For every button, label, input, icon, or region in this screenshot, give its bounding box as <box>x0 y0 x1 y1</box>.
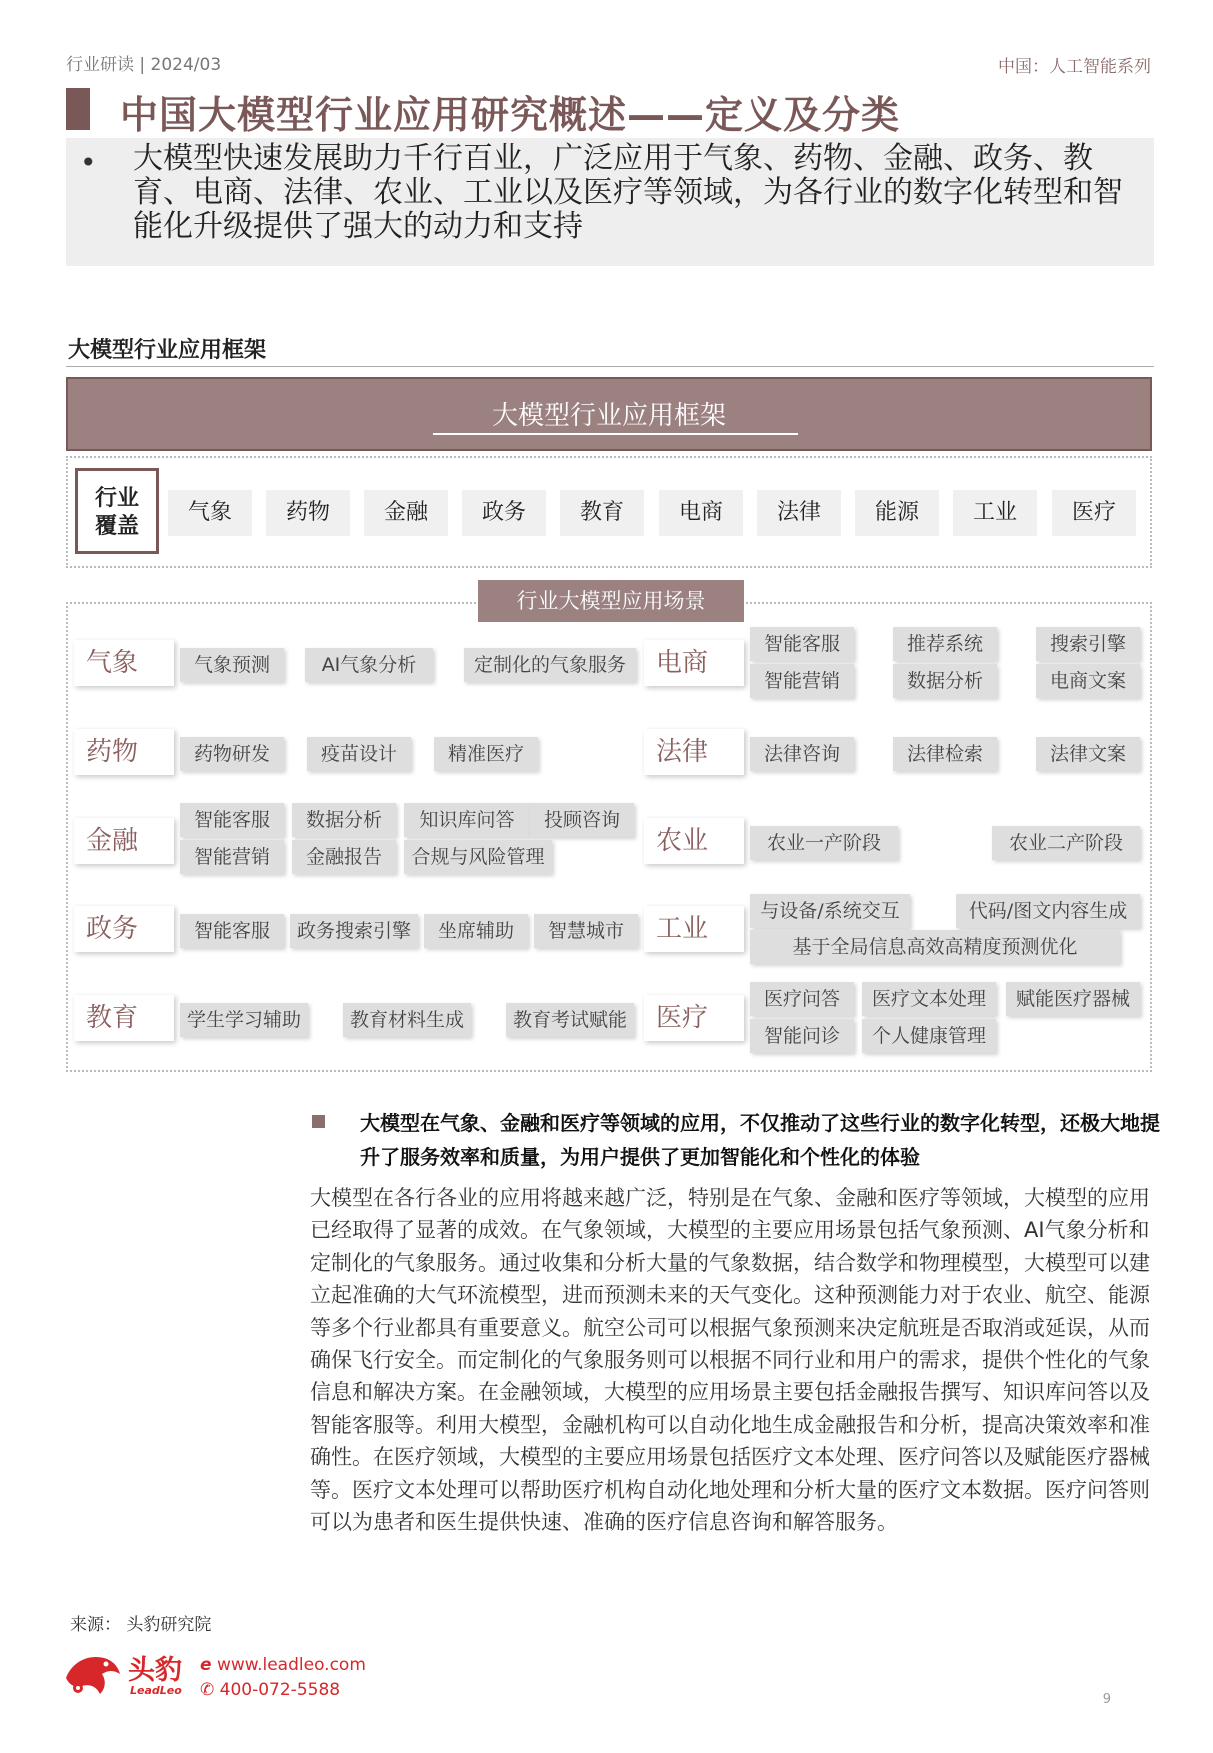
section-label: 大模型行业应用框架 <box>68 338 267 363</box>
logo-english-name: LeadLeo <box>130 1684 182 1697</box>
industry-chip: 药物 <box>266 490 350 536</box>
scene-tag: 推荐系统 <box>893 627 997 661</box>
scene-tag: 金融报告 <box>292 840 396 874</box>
scene-tag: 数据分析 <box>893 664 997 698</box>
logo-chinese-name: 头豹 <box>128 1655 182 1686</box>
scene-category: 工业 <box>644 906 744 952</box>
scene-category: 金融 <box>74 818 174 864</box>
scene-tag: AI气象分析 <box>305 648 433 682</box>
industry-chip: 工业 <box>953 490 1037 536</box>
scene-tag: 电商文案 <box>1036 664 1140 698</box>
industry-coverage-head <box>75 468 159 554</box>
title-accent-bar <box>66 88 90 130</box>
scene-tag: 赋能医疗器械 <box>1006 982 1140 1016</box>
scene-tag: 教育材料生成 <box>343 1003 471 1037</box>
scene-category: 药物 <box>74 729 174 775</box>
scene-tag: 智能客服 <box>180 803 284 837</box>
scene-tag: 农业一产阶段 <box>750 826 898 860</box>
scene-tag: 教育考试赋能 <box>506 1003 634 1037</box>
scene-tag: 法律检索 <box>893 737 997 771</box>
scene-tag: 农业二产阶段 <box>992 826 1140 860</box>
scene-category: 气象 <box>74 640 174 686</box>
industry-chip: 法律 <box>757 490 841 536</box>
industry-chip: 医疗 <box>1052 490 1136 536</box>
scene-tag: 坐席辅助 <box>424 914 528 948</box>
scene-tag: 疫苗设计 <box>307 737 411 771</box>
bullet-icon: • <box>80 146 97 179</box>
industry-chip: 金融 <box>364 490 448 536</box>
industry-chip: 电商 <box>659 490 743 536</box>
scene-tag: 个人健康管理 <box>862 1019 996 1053</box>
scene-tag: 药物研发 <box>180 737 284 771</box>
phone-text: 400-072-5588 <box>219 1680 341 1700</box>
scene-tag: 智慧城市 <box>534 914 638 948</box>
industry-chip: 教育 <box>560 490 644 536</box>
scene-category: 政务 <box>74 906 174 952</box>
scene-tag: 智能营销 <box>180 840 284 874</box>
body-paragraph: 大模型在各行各业的应用将越来越广泛，特别是在气象、金融和医疗等领域，大模型的应用已经取得了显著的成效。在气象领域，大模型的主要应用场景包括气象预测、AI气象分析和定制化的气象服务。通过收集和分析大量的气象数据，结合数学和物理模型，大模型可以建立起准确的大气环流模型，进而预测未来的天气变化。这种预测能力对于农业、航空、能源等多个行业都具有重要意义。航空公司可以根据气象预测来决定航班是否取消或延误，从而确保飞行安全。而定制化的气象服务则可以根据不同行业和用户的需求，提供个性化的气象信息和解决方案。在金融领域，大模型的应用场景主要包括金融报告撰写、知识库问答以及智能客服等。利用大模型，金融机构可以自动化地生成金融报告和分析，提高决策效率和准确性。在医疗领域，大模型的主要应用场景包括医疗文本处理、医疗问答以及赋能医疗器械等。医疗文本处理可以帮助医疗机构自动化地处理和分析大量的医疗文本数据。医疗问答则可以为患者和医生提供快速、准确的医疗信息咨询和解答服务。 <box>310 1186 1150 1535</box>
scene-category: 法律 <box>644 729 744 775</box>
scene-category: 教育 <box>74 995 174 1041</box>
summary-box <box>66 138 1154 266</box>
scene-category: 医疗 <box>644 995 744 1041</box>
scene-tag: 知识库问答 <box>404 803 530 837</box>
report-header-tag: 行业研读 | 2024/03 <box>66 55 222 75</box>
industry-coverage-head-line1: 行业 <box>94 486 139 511</box>
framework-banner-title: 大模型行业应用框架 <box>491 401 726 431</box>
scene-tag: 搜索引擎 <box>1036 627 1140 661</box>
framework-banner-underline <box>433 433 798 435</box>
industry-chip: 政务 <box>462 490 546 536</box>
source-note: 来源： 头豹研究院 <box>70 1615 212 1635</box>
industry-chip: 气象 <box>168 490 252 536</box>
page-number: 9 <box>1102 1692 1111 1707</box>
website-link[interactable] <box>200 1655 366 1675</box>
summary-text: 大模型快速发展助力千行百业，广泛应用于气象、药物、金融、政务、教育、电商、法律、农业、工业以及医疗等领域，为各行业的数字化转型和智能化升级提供了强大的动力和支持 <box>133 141 1123 244</box>
scene-category: 电商 <box>644 640 744 686</box>
note-square-icon <box>312 1115 325 1128</box>
scene-tag: 代码/图文内容生成 <box>956 894 1140 928</box>
scene-tag: 智能客服 <box>750 627 854 661</box>
key-finding: 大模型在气象、金融和医疗等领域的应用，不仅推动了这些行业的数字化转型，还极大地提升了服务效率和质量，为用户提供了更加智能化和个性化的体验 <box>360 1111 1160 1169</box>
scene-title: 行业大模型应用场景 <box>478 580 744 622</box>
report-series: 中国：人工智能系列 <box>998 57 1151 77</box>
scene-tag: 法律文案 <box>1036 737 1140 771</box>
web-icon: e <box>200 1655 212 1675</box>
scene-tag: 智能客服 <box>180 914 284 948</box>
scene-tag: 气象预测 <box>180 648 284 682</box>
scene-tag: 智能问诊 <box>750 1019 854 1053</box>
phone-icon: ✆ <box>200 1680 215 1700</box>
scene-tag: 学生学习辅助 <box>180 1003 308 1037</box>
scene-tag: 智能营销 <box>750 664 854 698</box>
scene-tag: 基于全局信息高效高精度预测优化 <box>750 930 1120 964</box>
scene-tag: 合规与风险管理 <box>404 840 552 874</box>
scene-tag: 法律咨询 <box>750 737 854 771</box>
scene-tag: 数据分析 <box>292 803 396 837</box>
scene-tag: 定制化的气象服务 <box>464 648 636 682</box>
scene-tag: 医疗问答 <box>750 982 854 1016</box>
page-title: 中国大模型行业应用研究概述——定义及分类 <box>120 93 901 137</box>
scene-tag: 与设备/系统交互 <box>750 894 910 928</box>
scene-category: 农业 <box>644 818 744 864</box>
scene-tag: 医疗文本处理 <box>862 982 996 1016</box>
industry-coverage-head-line2: 覆盖 <box>94 514 139 539</box>
scene-tag: 投顾咨询 <box>530 803 634 837</box>
framework-banner <box>66 377 1152 451</box>
scene-tag: 政务搜索引擎 <box>290 914 418 948</box>
leadleo-logo-icon <box>62 1648 124 1698</box>
scene-tag: 精准医疗 <box>434 737 538 771</box>
website-text: www.leadleo.com <box>216 1655 366 1675</box>
industry-chip: 能源 <box>855 490 939 536</box>
phone-contact <box>200 1680 340 1700</box>
section-divider <box>66 366 1154 367</box>
